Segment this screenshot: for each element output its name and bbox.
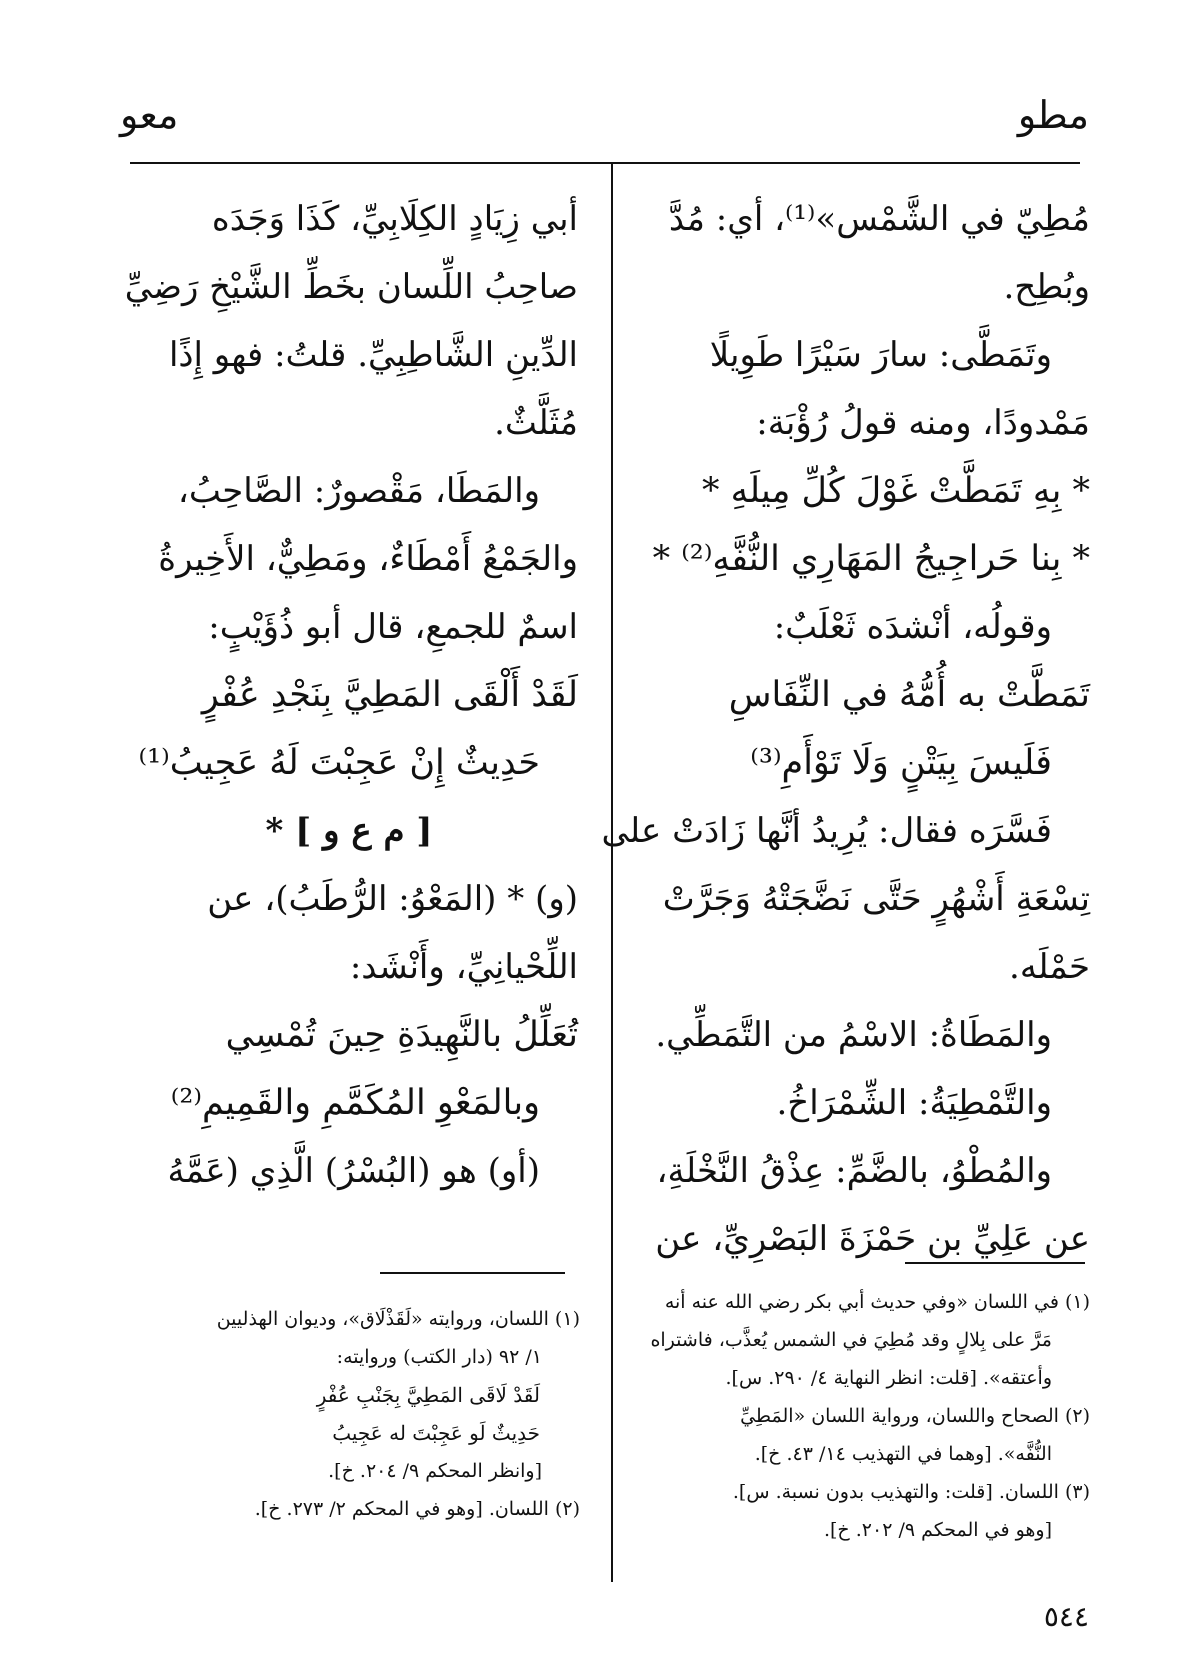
text-line: مُثَلَّثٌ. xyxy=(494,403,578,443)
verse-line: حَدِيثٌ إِنْ عَجِبْتَ لَهُ عَجِيبُ⁽¹⁾ xyxy=(138,743,540,783)
header-entry-right: مطو xyxy=(1017,93,1089,137)
text-line: والجَمْعُ أَمْطَاءٌ، ومَطِيٌّ، الأَخِيرةُ xyxy=(158,539,578,579)
footnote-verse-line: لَقَدْ لَاقَى المَطِيَّ بِجَنْبِ عُفْرٍ xyxy=(316,1383,540,1407)
footnote-line: (٢) الصحاح واللسان، ورواية اللسان «المَطِيِّ xyxy=(740,1405,1090,1427)
verse-line: وبالمَعْوِ المُكَمَّمِ والقَمِيمِ⁽²⁾ xyxy=(170,1083,540,1123)
column-divider xyxy=(611,162,613,1582)
footnote-line: النُّفَّه». [وهما في التهذيب ١٤/ ٤٣. خ]. xyxy=(754,1443,1052,1465)
footnote-rule-right xyxy=(905,1262,1085,1264)
entry-heading: [ م ع و ] * xyxy=(265,811,433,851)
footnotes-right xyxy=(650,1283,1090,1549)
text-line: والتَّمْطِيَةُ: الشِّمْرَاخُ. xyxy=(776,1083,1052,1123)
text-line: والمَطَا، مَقْصورٌ: الصَّاحِبُ، xyxy=(177,471,540,511)
text-line: مُطِيّ في الشَّمْس»⁽¹⁾، أي: مُدَّ xyxy=(668,199,1090,239)
footnote-line: وأعتقه». [قلت: انظر النهاية ٤/ ٢٩٠. س]. xyxy=(725,1367,1052,1389)
verse-line: * بِهِ تَمَطَّتْ غَوْلَ كُلِّ مِيلَهِ * xyxy=(702,471,1090,511)
text-line: وقولُه، أنْشدَه ثَعْلَبٌ: xyxy=(773,607,1052,647)
header-entry-left: معو xyxy=(120,93,179,137)
verse-line: * بِنا حَراجِيجُ المَهَارِي النُّفَّهِ⁽²⁾ * xyxy=(652,539,1090,579)
text-line: اللِّحْيانِيِّ، وأَنْشَد: xyxy=(349,947,578,987)
text-line: صاحِبُ اللِّسان بخَطِّ الشَّيْخِ رَضِيِّ xyxy=(124,267,578,307)
verse-line: تَمَطَّتْ به أُمُّهُ في النِّفَاسِ xyxy=(728,675,1090,715)
footnote-line: (٣) اللسان. [قلت: والتهذيب بدون نسبة. س]. xyxy=(732,1481,1090,1503)
verse-line: لَقَدْ أَلْقَى المَطِيَّ بِنَجْدِ عُفْرٍ xyxy=(201,675,578,715)
footnote-line: (٢) اللسان. [وهو في المحكم ٢/ ٢٧٣. خ]. xyxy=(254,1498,580,1520)
verse-line: فَلَيسَ بِيَتْنٍ وَلَا تَوْأَمِ⁽³⁾ xyxy=(750,743,1052,783)
text-line: (أو) هو (البُسْرُ) الَّذِي (عَمَّهُ xyxy=(167,1151,540,1191)
text-line: أبي زِيَادٍ الكِلَابِيِّ، كَذَا وَجَدَه xyxy=(211,199,578,239)
footnote-line: [وهو في المحكم ٩/ ٢٠٢. خ]. xyxy=(823,1519,1052,1541)
right-column xyxy=(601,185,1090,1273)
text-line: اسمٌ للجمعِ، قال أبو ذُؤَيْبٍ: xyxy=(208,607,578,647)
footnote-line: [وانظر المحكم ٩/ ٢٠٤. خ]. xyxy=(328,1460,542,1482)
text-line: والمَطَاةُ: الاسْمُ من التَّمَطِّي. xyxy=(655,1015,1052,1055)
text-line: مَمْدودًا، ومنه قولُ رُؤْبَة: xyxy=(756,403,1090,443)
text-line: عن عَلِيِّ بن حَمْزَةَ البَصْرِيِّ، عن xyxy=(655,1219,1090,1259)
footnote-line: (١) في اللسان «وفي حديث أبي بكر رضي الله عنه أنه xyxy=(664,1291,1090,1313)
footnote-verse-line: حَدِيثٌ لَو عَجِبْتَ له عَجِيبُ xyxy=(332,1421,540,1445)
verse-line: تُعَلِّلُ بالنَّهِيدَةِ حِينَ تُمْسِي xyxy=(225,1015,578,1055)
footnote-line: ١/ ٩٢ (دار الكتب) وروايته: xyxy=(336,1346,542,1368)
page-number: ٥٤٤ xyxy=(1043,1600,1089,1633)
text-line: والمُطْوُ، بالضَّمِّ: عِذْقُ النَّخْلَةِ، xyxy=(656,1151,1052,1191)
text-line: تِسْعَةِ أَشْهُرٍ حَتَّى نَضَّجَتْهُ وَجَرَّتْ xyxy=(662,879,1090,919)
text-line: الدِّينِ الشَّاطِبِيِّ. قلتُ: فهو إِذًا xyxy=(168,335,578,375)
text-line: وبُطِح. xyxy=(1003,267,1090,307)
text-line: وتَمَطَّى: سارَ سَيْرًا طَوِيلًا xyxy=(709,335,1052,375)
text-line: (و) * (المَعْوُ: الرُّطَبُ)، عن xyxy=(207,879,578,919)
text-line: فَسَّرَه فقال: يُرِيدُ أنَّها زَادَتْ على xyxy=(601,811,1052,851)
footnote-rule-left xyxy=(380,1272,565,1274)
text-line: حَمْلَه. xyxy=(1009,947,1090,987)
footnote-line: (١) اللسان، وروايته «لَقَذْلَاق»، وديوان الهذليين xyxy=(216,1308,580,1330)
left-column xyxy=(120,185,578,1205)
footnote-line: مَرَّ على بِلالٍ وقد مُطِيَ في الشمس يُعذَّب، فاشتراه xyxy=(650,1329,1052,1351)
footnotes-left xyxy=(120,1300,580,1528)
header-rule xyxy=(130,162,1080,164)
